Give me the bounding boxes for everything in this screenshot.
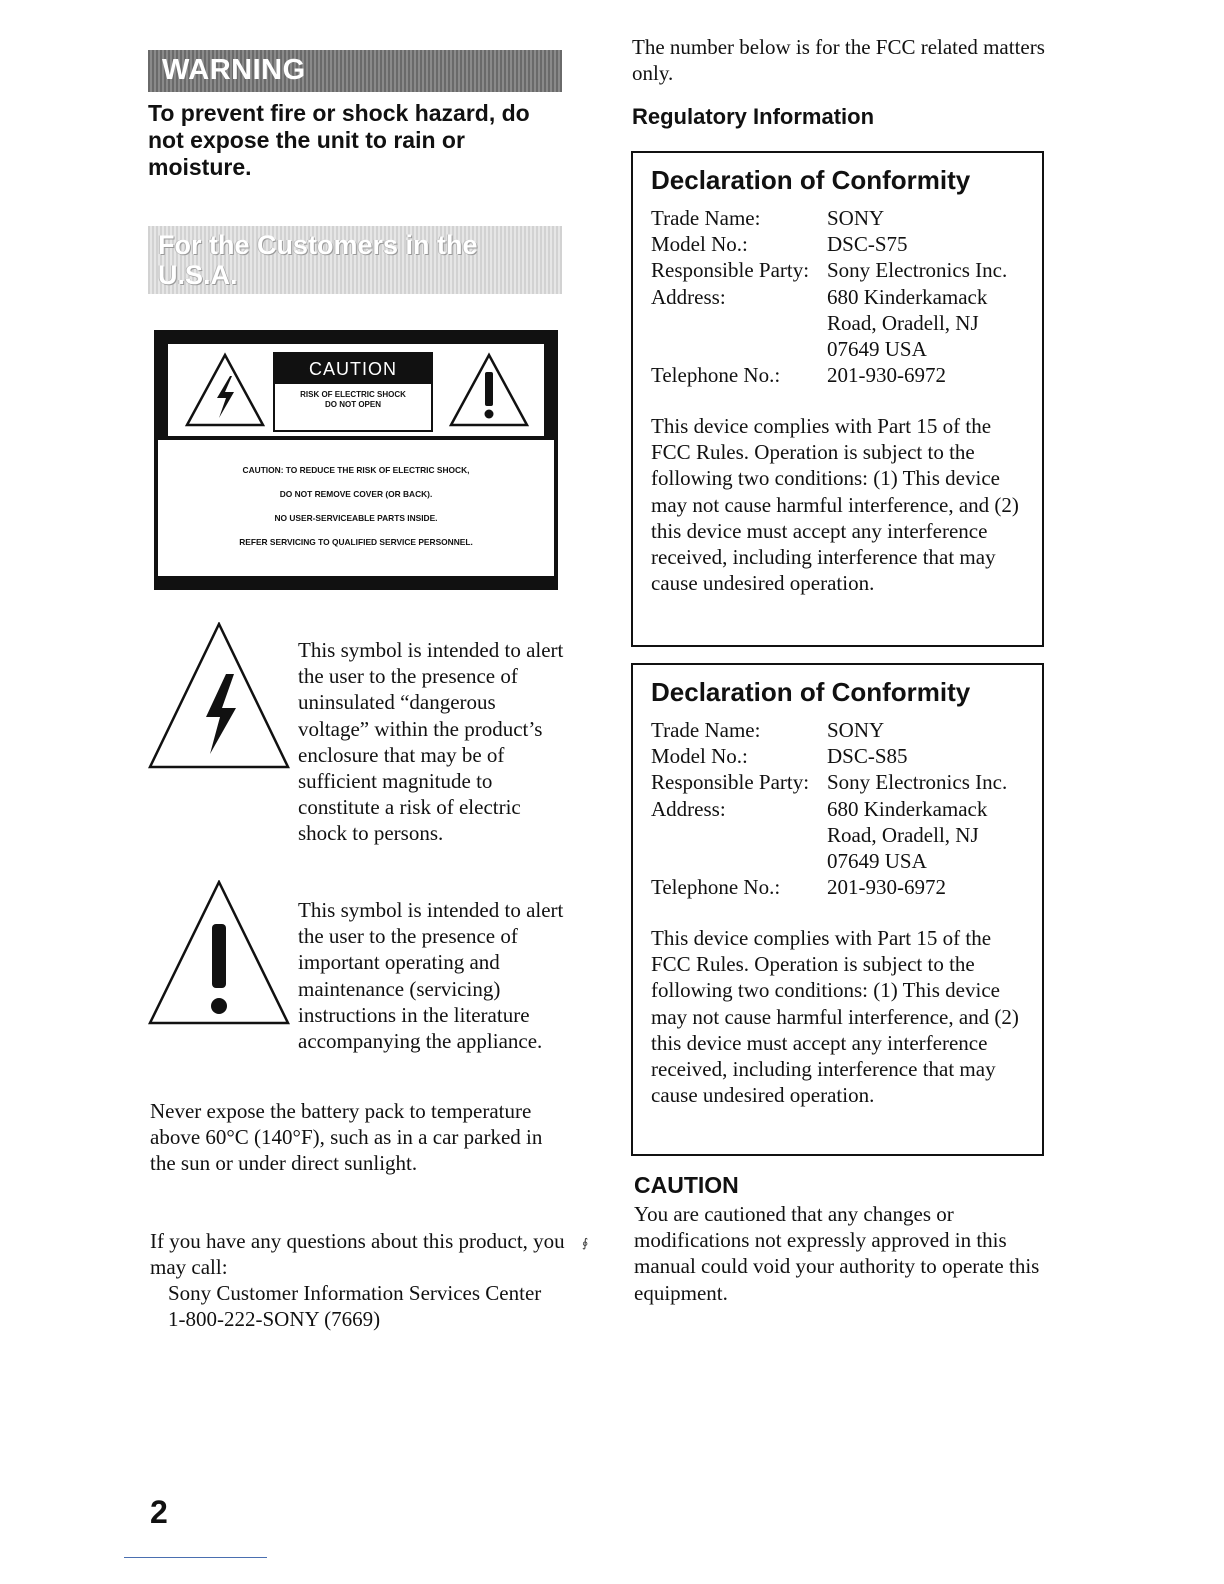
row-value: DSC-S75 [827,232,908,257]
caution-text: You are cautioned that any changes or modifications not expressly approved in this manual could void your authority to operate this equipment. [634,1202,1040,1305]
page-number: 2 [150,1494,168,1530]
address-row-2 [651,310,1041,336]
footer-rule [124,1557,267,1558]
row-label: Address: [651,284,726,309]
row-label: Telephone No.: [651,363,781,388]
row-label: Telephone No.: [651,875,781,900]
contact-info [168,1280,588,1332]
row-value: DSC-S85 [827,744,908,769]
declaration-compliance-text: This device complies with Part 15 of the FCC Rules. Operation is subject to the following two conditions: (1) This device may not cause harmful interference, and (2) this device must accept any interference received, including interference that may cause undesired operation. [651,414,1019,596]
declaration-compliance-text: This device complies with Part 15 of the FCC Rules. Operation is subject to the following two conditions: (1) This device may not cause harmful interference, and (2) this device must accept any interference received, including interference that may cause undesired operation. [651,926,1019,1108]
row-label: Model No.: [651,744,748,769]
caution-label-line: REFER SERVICING TO QUALIFIED SERVICE PERSONNEL. [239,537,473,547]
row-value: SONY [827,206,885,230]
row-value: Road, Oradell, NJ [827,822,979,847]
model-row [651,743,1041,769]
row-label: Model No.: [651,232,748,257]
caution-inner-panel [273,352,433,432]
row-label: Trade Name: [651,206,761,230]
row-value: SONY [827,718,885,742]
address-row-3 [651,336,1041,362]
model-row [651,231,1041,257]
caution-sub-line: RISK OF ELECTRIC SHOCK [300,390,406,399]
lightning-warning-icon [184,352,266,428]
usa-banner [148,226,562,294]
declaration-title: Declaration of Conformity [651,165,971,195]
row-value: Sony Electronics Inc. [827,258,1008,283]
telephone-row [651,874,1041,900]
lightning-warning-icon [148,622,290,770]
declaration-box [631,151,1044,647]
usa-banner-label: For the Customers in the U.S.A. [158,230,478,290]
row-value: 07649 USA [827,848,927,873]
warning-text: To prevent fire or shock hazard, do not expose the unit to rain or moisture. [148,100,530,180]
party-row [651,257,1041,283]
row-label: Address: [651,796,726,821]
caution-label-subtitle [275,390,431,410]
party-row [651,769,1041,795]
row-label: Trade Name: [651,718,761,742]
declaration-title: Declaration of Conformity [651,677,971,707]
voltage-symbol-description: This symbol is intended to alert the user to the presence of uninsulated “dangerous voltage” within the product’s enclosure that may be of sufficient magnitude to constitute a risk of electric shock to persons. [298,638,564,846]
battery-warning-text: Never expose the battery pack to temperature above 60°C (140°F), such as in a car parked in the sun or under direct sunlight. [150,1099,543,1176]
address-row-2 [651,822,1041,848]
caution-label-title: CAUTION [275,354,431,384]
contact-phone: 1-800-222-SONY (7669) [168,1307,381,1332]
address-row [651,284,1041,310]
caution-heading: CAUTION [634,1172,739,1198]
regulatory-heading: Regulatory Information [632,104,875,129]
exclamation-symbol-description: This symbol is intended to alert the user to the presence of important operating and maintenance (servicing) instructions in the literature accompanying the appliance. [298,898,564,1054]
exclamation-warning-icon [148,880,290,1026]
row-value: Sony Electronics Inc. [827,770,1008,795]
exclamation-warning-icon [448,352,530,428]
fcc-note: The number below is for the FCC related matters only. [632,35,1045,86]
declaration-box [631,663,1044,1156]
row-value: Road, Oradell, NJ [827,310,979,335]
row-value: 201-930-6972 [827,363,946,388]
caution-sub-line: DO NOT OPEN [324,400,381,409]
address-row-3 [651,848,1041,874]
address-row [651,796,1041,822]
caution-label-line: DO NOT REMOVE COVER (OR BACK). [279,489,433,499]
caution-label-top [168,344,544,436]
row-value: 07649 USA [827,336,927,361]
declaration-details [651,205,1041,388]
caution-label-line: NO USER-SERVICEABLE PARTS INSIDE. [274,513,438,523]
contact-center-name: Sony Customer Information Services Center [168,1281,542,1305]
caution-label [154,330,558,590]
trade-name-row [651,205,1041,231]
caution-label-warnings [158,440,554,576]
declaration-details [651,717,1041,900]
row-value: 201-930-6972 [827,875,946,900]
row-value: 680 Kinderkamack [827,796,988,821]
row-value: 680 Kinderkamack [827,284,988,309]
warning-banner [148,50,562,92]
row-label: Responsible Party: [651,770,810,795]
warning-banner-label: WARNING [162,54,306,86]
trade-name-row [651,717,1041,743]
stray-mark: ∮ [582,1236,589,1250]
questions-text: If you have any questions about this product, you may call: [150,1229,565,1280]
caution-label-line: CAUTION: TO REDUCE THE RISK OF ELECTRIC SHOCK, [242,465,470,475]
telephone-row [651,362,1041,388]
row-label: Responsible Party: [651,258,810,283]
